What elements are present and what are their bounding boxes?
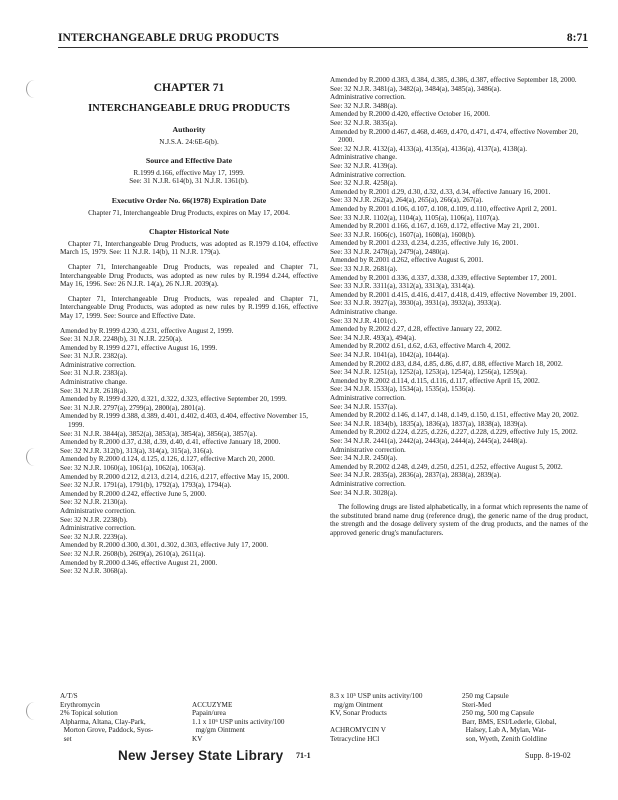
chapter-number: CHAPTER 71 xyxy=(153,82,225,94)
drug-column xyxy=(192,692,322,744)
header-rule xyxy=(58,47,588,48)
amendment-entry: Amended by R.2002 d.27, d.28, effective January 22, 2002. xyxy=(330,325,502,334)
authority-text: N.J.S.A. 24:6E-6(b). xyxy=(159,137,219,146)
intro-paragraph: The following drugs are listed alphabetically, in a format which represents the name of the substituted brand name drug (reference drug), the generic name of the drug product, the strength and the dosage delivery system of the drug products, and the names of the approved generic drug's manufacturers. xyxy=(330,503,588,537)
source-heading: Source and Effective Date xyxy=(145,156,233,166)
history-paragraph: Chapter 71, Interchangeable Drug Products, was repealed and Chapter 71, Interchangeable Drug Products, was adopted as new rules by R.1999 d.166, effective May 17, 1999. See: Source and Effective Date. xyxy=(60,294,318,320)
history-paragraph: Chapter 71, Interchangeable Drug Products, was adopted as R.1979 d.104, effective March 15, 1979. See: 11 N.J.R. 14(b), 11 N.J.R. 179(a). xyxy=(60,239,318,257)
amendment-entry: See: 32 N.J.R. 2238(b). xyxy=(60,515,128,524)
amendment-entry: Amended by R.2001 d.262, effective August 6, 2001. xyxy=(330,256,484,265)
amendment-entry: Amended by R.1999 d.271, effective August 16, 1999. xyxy=(60,343,218,352)
left-column xyxy=(60,76,318,576)
amendment-entry: Amended by R.2002 d.248, d.249, d.250, d.251, d.252, effective August 5, 2002. xyxy=(330,462,563,471)
amendment-entry: Administrative correction. xyxy=(330,479,406,488)
amendment-entry: Amended by R.2002 d.224, d.225, d.226, d.227, d.228, d.229, effective July 15, 2002. xyxy=(330,428,578,437)
drug-column xyxy=(462,692,592,744)
amendment-entry: Amended by R.2001 d.415, d.416, d.417, d.418, d.419, effective November 19, 2001. xyxy=(330,290,577,299)
amendment-list xyxy=(60,327,318,576)
amendment-entry: See: 34 N.J.R. 493(a), 494(a). xyxy=(330,333,417,342)
amendment-entry: Amended by R.1999 d.230, d.231, effective August 2, 1999. xyxy=(60,326,234,335)
drug-line: Barr, BMS, ESI/Lederle, Global, xyxy=(462,717,557,726)
amendment-entry: Amended by R.2000 d.467, d.468, d.469, d.470, d.471, d.474, effective November 20, 2000. xyxy=(330,127,579,145)
amendment-entry: See: 34 N.J.R. 2450(a). xyxy=(330,454,398,463)
history-paragraphs xyxy=(60,240,318,321)
amendment-entry: Administrative correction. xyxy=(60,360,136,369)
punch-hole-mark xyxy=(26,80,43,98)
drug-line: KV xyxy=(192,734,203,743)
amendment-entry: See: 32 N.J.R. 3481(a), 3482(a), 3484(a), 3485(a), 3486(a). xyxy=(330,84,502,93)
amendment-entry: See: 34 N.J.R. 3028(a). xyxy=(330,488,398,497)
amendment-entry: Administrative correction. xyxy=(60,506,136,515)
amendment-entry: See: 34 N.J.R. 1537(a). xyxy=(330,402,398,411)
header-page-number: 8:71 xyxy=(566,32,588,44)
amendment-entry: See: 32 N.J.R. 4139(a). xyxy=(330,161,398,170)
drug-line: set xyxy=(60,734,72,743)
drug-column xyxy=(330,692,458,744)
drug-line: 250 mg Capsule xyxy=(462,692,509,700)
amendment-entry: Amended by R.2002 d.83, d.84, d.85, d.86, d.87, d.88, effective March 18, 2002. xyxy=(330,359,563,368)
punch-hole-mark xyxy=(26,702,43,720)
amendment-entry: See: 33 N.J.R. 2478(a), 2479(a), 2480(a). xyxy=(330,247,450,256)
chapter-title: INTERCHANGEABLE DRUG PRODUCTS xyxy=(88,103,290,114)
amendment-entry: Amended by R.2000 d.212, d.213, d.214, d.216, d.217, effective May 15, 2000. xyxy=(60,472,290,481)
amendment-entry: See: 32 N.J.R. 2130(a). xyxy=(60,498,128,507)
amendment-entry: See: 33 N.J.R. 3927(a), 3930(a), 3931(a), 3932(a), 3933(a). xyxy=(330,299,502,308)
amendment-entry: See: 32 N.J.R. 2608(b), 2609(a), 2610(a), 2611(a). xyxy=(60,549,206,558)
amendment-entry: See: 32 N.J.R. 2239(a). xyxy=(60,532,128,541)
amendment-entry: See: 33 N.J.R. 4101(c). xyxy=(330,316,398,325)
amendment-entry: See: 32 N.J.R. 4258(a). xyxy=(330,179,398,188)
drug-line xyxy=(192,692,322,701)
amendment-entry: Amended by R.2002 d.114, d.115, d.116, d.117, effective April 15, 2002. xyxy=(330,376,540,385)
drug-line: Erythromycin xyxy=(60,700,100,709)
amendment-entry: See: 32 N.J.R. 4132(a), 4133(a), 4135(a), 4136(a), 4137(a), 4138(a). xyxy=(330,144,528,153)
amendment-entry: Amended by R.1999 d.320, d.321, d.322, d.323, effective September 20, 1999. xyxy=(60,395,287,404)
amendment-entry: Administrative change. xyxy=(330,153,398,162)
amendment-entry: Administrative correction. xyxy=(330,393,406,402)
drug-line: Tetracycline HCl xyxy=(330,734,380,743)
amendment-entry: See: 31 N.J.R. 2382(a). xyxy=(60,352,128,361)
amendment-entry: See: 33 N.J.R. 3311(a), 3312(a), 3313(a), 3314(a). xyxy=(330,282,475,291)
amendment-entry: Administrative change. xyxy=(60,378,128,387)
drug-line: Morton Grove, Paddock, Syos- xyxy=(60,726,154,735)
supplement-date: Supp. 8-19-02 xyxy=(525,751,571,760)
library-stamp: New Jersey State Library xyxy=(118,748,284,763)
amendment-entry: Amended by R.2000 d.124, d.125, d.126, d.127, effective March 20, 2000. xyxy=(60,455,275,464)
amendment-entry: See: 31 N.J.R. 2797(a), 2799(a), 2800(a), 2801(a). xyxy=(60,403,206,412)
amendment-entry: Amended by R.2001 d.29, d.30, d.32, d.33, d.34, effective January 16, 2001. xyxy=(330,187,551,196)
drug-line: Alpharma, Altana, Clay-Park, xyxy=(60,717,146,726)
amendment-entry: Amended by R.2000 d.242, effective June 5, 2000. xyxy=(60,489,207,498)
amendment-entry: See: 34 N.J.R. 2441(a), 2442(a), 2443(a), 2444(a), 2445(a), 2448(a). xyxy=(330,436,528,445)
source-line: R.1999 d.166, effective May 17, 1999. xyxy=(133,168,245,177)
amendment-entry: See: 32 N.J.R. 312(b), 313(a), 314(a), 315(a), 316(a). xyxy=(60,446,214,455)
amendment-entry: Amended by R.2001 d.233, d.234, d.235, effective July 16, 2001. xyxy=(330,239,519,248)
amendment-entry: See: 32 N.J.R. 1791(a), 1791(b), 1792(a), 1793(a), 1794(a). xyxy=(60,481,232,490)
drug-line: mg/gm Ointment xyxy=(330,700,383,709)
drug-line: ACCUZYME xyxy=(192,700,233,709)
amendment-entry: Amended by R.2001 d.336, d.337, d.338, d.339, effective September 17, 2001. xyxy=(330,273,557,282)
amendment-entry: Administrative correction. xyxy=(330,170,406,179)
amendment-entry: See: 32 N.J.R. 3488(a). xyxy=(330,101,398,110)
amendment-entry: See: 33 N.J.R. 2681(a). xyxy=(330,265,398,274)
amendment-entry: See: 33 N.J.R. 1102(a), 1104(a), 1105(a), 1106(a), 1107(a). xyxy=(330,213,500,222)
amendment-entry: Amended by R.2000 d.383, d.384, d.385, d.386, d.387, effective September 18, 2000. xyxy=(330,76,577,84)
amendment-entry: Administrative correction. xyxy=(330,445,406,454)
amendment-list xyxy=(330,76,588,497)
history-paragraph: Chapter 71, Interchangeable Drug Products, was repealed and Chapter 71, Interchangeable Drug Products, was adopted as new rules by R.1994 d.244, effective May 16, 1996. See: 26 N.J.R. 14(a), 26 N.J.R. 2039(a). xyxy=(60,262,318,289)
amendment-entry: Amended by R.2001 d.166, d.167, d.169, d.172, effective May 21, 2001. xyxy=(330,222,540,231)
drug-line: 2% Topical solution xyxy=(60,709,118,718)
drug-line: 8.3 x 10⁵ USP units activity/100 xyxy=(330,692,423,700)
drug-line: Steri-Med xyxy=(462,700,492,709)
amendment-entry: Amended by R.2001 d.106, d.107, d.108, d.109, d.110, effective April 2, 2001. xyxy=(330,204,557,213)
amendment-entry: See: 31 N.J.R. 2248(b), 31 N.J.R. 2250(a). xyxy=(60,335,183,344)
amendment-entry: See: 34 N.J.R. 1533(a), 1534(a), 1535(a), 1536(a). xyxy=(330,385,476,394)
amendment-entry: See: 33 N.J.R. 1606(c), 1607(a), 1608(a), 1608(b). xyxy=(330,230,476,239)
drug-line: 250 mg, 500 mg Capsule xyxy=(462,709,535,718)
amendment-entry: See: 31 N.J.R. 2383(a). xyxy=(60,369,128,378)
source-line: See: 31 N.J.R. 614(b), 31 N.J.R. 1361(b). xyxy=(129,177,249,186)
history-heading: Chapter Historical Note xyxy=(149,227,229,237)
executive-order-text: Chapter 71, Interchangeable Drug Products, expires on May 17, 2004. xyxy=(88,208,290,217)
amendment-entry: Administrative correction. xyxy=(60,524,136,533)
amendment-entry: Amended by R.2000 d.346, effective August 21, 2000. xyxy=(60,558,218,567)
executive-order-heading: Executive Order No. 66(1978) Expiration Date xyxy=(111,195,267,205)
header-title: INTERCHANGEABLE DRUG PRODUCTS xyxy=(58,32,280,44)
footer-page-number: 71-1 xyxy=(296,751,311,760)
amendment-entry: Amended by R.1999 d.388, d.389, d.401, d.402, d.403, d.404, effective November 15, 1999. xyxy=(60,412,309,430)
amendment-entry: Administrative correction. xyxy=(330,93,406,102)
amendment-entry: Amended by R.2000 d.420, effective October 16, 2000. xyxy=(330,110,490,119)
drug-line: ACHROMYCIN V xyxy=(330,726,386,735)
amendment-entry: See: 31 N.J.R. 2618(a). xyxy=(60,386,128,395)
amendment-entry: See: 34 N.J.R. 2835(a), 2836(a), 2837(a), 2838(a), 2839(a). xyxy=(330,471,502,480)
amendment-entry: Amended by R.2002 d.61, d.62, d.63, effective March 4, 2002. xyxy=(330,342,511,351)
amendment-entry: Administrative change. xyxy=(330,308,398,317)
drug-line: A/T/S xyxy=(60,692,78,700)
amendment-entry: See: 34 N.J.R. 1251(a), 1252(a), 1253(a), 1254(a), 1256(a), 1259(a). xyxy=(330,368,528,377)
amendment-entry: See: 32 N.J.R. 3835(a). xyxy=(330,118,398,127)
drug-line: mg/gm Ointment xyxy=(192,726,245,735)
amendment-entry: Amended by R.2002 d.146, d.147, d.148, d.149, d.150, d.151, effective May 20, 2002. xyxy=(330,411,579,420)
drug-line xyxy=(330,718,458,727)
amendment-entry: See: 33 N.J.R. 262(a), 264(a), 265(a), 266(a), 267(a). xyxy=(330,196,484,205)
amendment-entry: See: 34 N.J.R. 1834(b), 1835(a), 1836(a), 1837(a), 1838(a), 1839(a). xyxy=(330,419,528,428)
amendment-entry: Amended by R.2000 d.300, d.301, d.302, d.303, effective July 17, 2000. xyxy=(60,541,269,550)
amendment-entry: See: 34 N.J.R. 1041(a), 1042(a), 1044(a). xyxy=(330,351,450,359)
drug-line: KV, Sonar Products xyxy=(330,709,387,718)
authority-heading: Authority xyxy=(172,125,206,134)
drug-column xyxy=(60,692,188,744)
drug-line: Halsey, Lab A, Mylan, Wat- xyxy=(462,726,547,735)
drug-line: son, Wyeth, Zenith Goldline xyxy=(462,734,548,743)
punch-hole-mark xyxy=(26,448,43,466)
amendment-entry: Amended by R.2000 d.37, d.38, d.39, d.40, d.41, effective January 18, 2000. xyxy=(60,438,281,447)
drug-line: Papain/urea xyxy=(192,709,226,718)
drug-line: 1.1 x 10⁶ USP units activity/100 xyxy=(192,717,285,726)
right-column xyxy=(330,76,588,537)
amendment-entry: See: 31 N.J.R. 3844(a), 3852(a), 3853(a), 3854(a), 3856(a), 3857(a). xyxy=(60,429,258,438)
amendment-entry: See: 32 N.J.R. 1060(a), 1061(a), 1062(a), 1063(a). xyxy=(60,464,206,472)
running-header xyxy=(58,28,588,44)
amendment-entry: See: 32 N.J.R. 3068(a). xyxy=(60,567,128,576)
